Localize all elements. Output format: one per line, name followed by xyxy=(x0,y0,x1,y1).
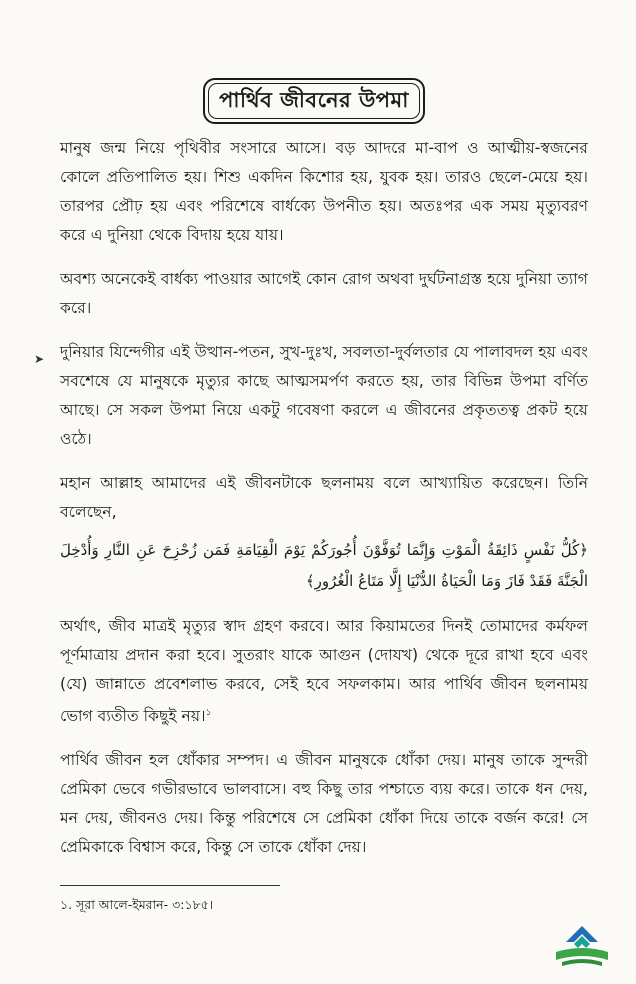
quran-verse: ﴿كُلُّ نَفْسٍ ذَائِقَةُ الْمَوْتِ وَإِنَّمَا تُوَفَّوْنَ أُجُورَكُمْ يَوْمَ الْقِيَامَةِ فَمَن زُحْزِحَ عَنِ النَّارِ وَأُدْخِلَ الْجَنَّةَ فَقَدْ فَازَ وَمَا الْحَيَاةُ الدُّنْيَا إِلَّا مَتَاعُ الْغُرُورِ﴾ xyxy=(60,541,588,590)
chapter-title-frame xyxy=(203,78,425,124)
paragraph-4: মহান আল্লাহ আমাদের এই জীবনটাকে ছলনাময় বলে আখ্যায়িত করেছেন। তিনি বলেছেন, xyxy=(60,474,588,521)
paragraph-5 xyxy=(60,612,588,731)
footnote-divider xyxy=(60,885,280,886)
footnote-ref: ১ xyxy=(205,708,212,718)
chapter-title: পার্থিব জীবনের উপমা xyxy=(219,87,409,112)
paragraph-2: অবশ্য অনেকেই বার্ধক্য পাওয়ার আগেই কোন রোগ অথবা দুর্ঘটনাগ্রস্ত হয়ে দুনিয়া ত্যাগ করে। xyxy=(60,270,588,317)
paragraph-1: মানুষ জন্ম নিয়ে পৃথিবীর সংসারে আসে। বড় আদরে মা-বাপ ও আত্মীয়-স্বজনের কোলে প্রতিপালিত হয়। শিশু একদিন কিশোর হয়, যুবক হয়। তারও ছেলে-মেয়ে হয়। তারপর প্রৌঢ় হয় এবং পরিশেষে বার্ধক্যে উপনীত হয়। অতঃপর এক সময় মৃত্যুবরণ করে এ দুনিয়া থেকে বিদায় হয়ে যায়। xyxy=(60,139,588,244)
body-text xyxy=(60,134,588,877)
arrow-mark-icon: ➤ xyxy=(34,352,45,366)
footnote: ১. সূরা আলে-ইমরান- ৩:১৮৫। xyxy=(60,897,214,912)
paragraph-5-text: অর্থাৎ, জীব মাত্রই মৃত্যুর স্বাদ গ্রহণ করবে। আর কিয়ামতের দিনই তোমাদের কর্মফল পূর্ণমাত্রায় প্রদান করা হবে। সুতরাং যাকে আগুন (দোযখ) থেকে দূরে রাখা হবে এবং (যে) জান্নাতে প্রবেশলাভ করবে, সেই হবে সফলকাম। আর পার্থিব জীবন ছলনাময় ভোগ ব্যতীত কিছুই নয়। xyxy=(60,617,588,726)
paragraph-3: দুনিয়ার যিন্দেগীর এই উত্থান-পতন, সুখ-দুঃখ, সবলতা-দুর্বলতার যে পালাবদল হয় এবং সবশেষে যে মানুষকে মৃত্যুর কাছে আত্মসমর্পণ করতে হয়, তার বিভিন্ন উপমা বর্ণিত আছে। সে সকল উপমা নিয়ে একটু গবেষণা করলে এ জীবনের প্রকৃততত্ব প্রকট হয়ে ওঠে। xyxy=(60,343,588,448)
publisher-logo-icon xyxy=(552,922,612,970)
paragraph-6: পার্থিব জীবন হল ধোঁকার সম্পদ। এ জীবন মানুষকে ধোঁকা দেয়। মানুষ তাকে সুন্দরী প্রেমিকা ভেবে গভীরভাবে ভালবাসে। বহু কিছু তার পশ্চাতে ব্যয় করে। তাকে ধন দেয়, মন দেয়, জীবনও দেয়। কিন্তু পরিশেষে সে প্রেমিকা ধোঁকা দিয়ে তাকে বর্জন করে! সে প্রেমিকাকে বিশ্বাস করে, কিন্তু সে তাকে ধোঁকা দেয়। xyxy=(60,751,588,857)
